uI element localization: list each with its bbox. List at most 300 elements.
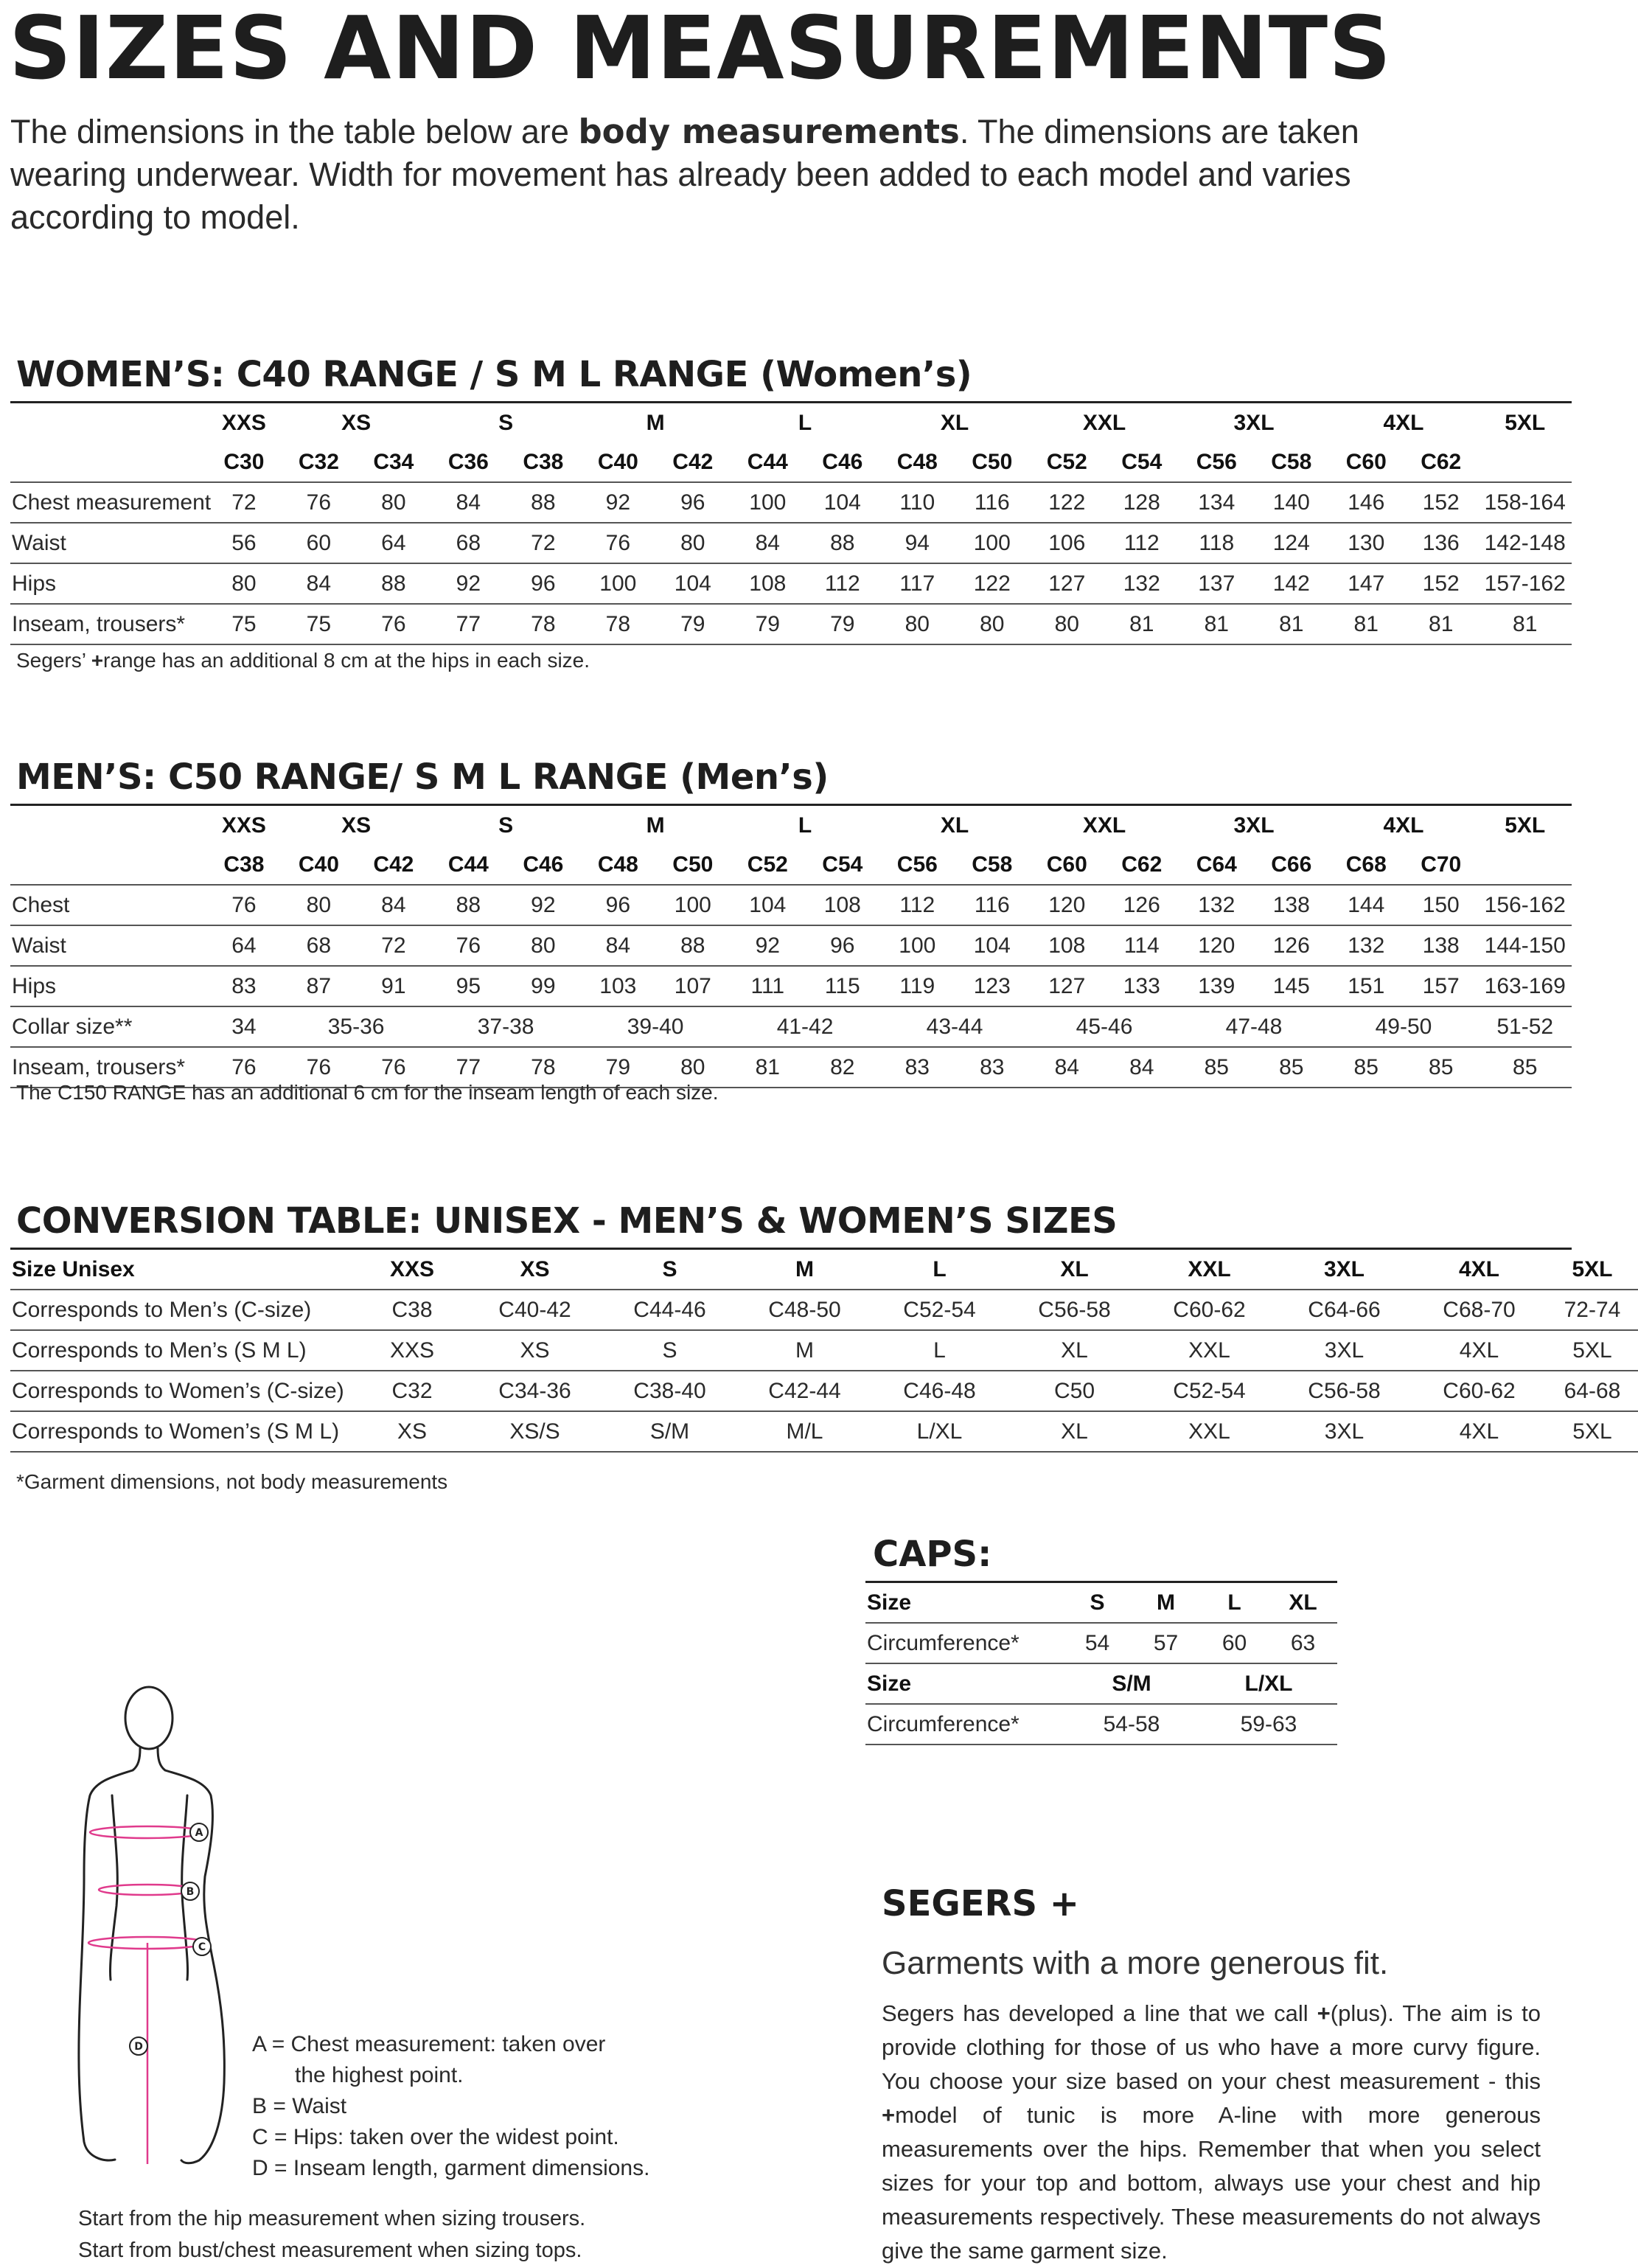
collar-value: 47-48 <box>1179 1006 1329 1047</box>
table-cell: 96 <box>581 885 655 925</box>
row-label: Chest measurement <box>10 482 206 523</box>
table-cell: C40-42 <box>467 1290 602 1330</box>
table-cell: 78 <box>506 1047 581 1088</box>
table-cell: 132 <box>1104 563 1179 604</box>
caps-table <box>865 1583 1337 1745</box>
plus-symbol: + <box>91 649 104 672</box>
table-cell: C34-36 <box>467 1371 602 1411</box>
table-cell: 104 <box>655 563 730 604</box>
letter-size-header: XXS <box>221 813 266 838</box>
row-label: Collar size** <box>10 1006 206 1047</box>
table-cell: 84 <box>1104 1047 1179 1088</box>
table-cell: 94 <box>880 523 955 563</box>
table-cell: 100 <box>955 523 1029 563</box>
collar-value: 45-46 <box>1030 1006 1179 1047</box>
table-cell: 100 <box>581 563 655 604</box>
letter-size-header: S <box>498 813 514 838</box>
table-cell: 138 <box>1404 925 1478 966</box>
empty-cell <box>1478 442 1572 482</box>
table-cell: 116 <box>955 885 1029 925</box>
caps-circ-row-combined <box>865 1704 1337 1745</box>
table-cell: S <box>602 1330 737 1371</box>
empty-cell <box>10 806 206 845</box>
table-cell: 80 <box>206 563 281 604</box>
row-label: Waist <box>10 523 206 563</box>
table-cell: C50 <box>1007 1371 1142 1411</box>
table-row <box>10 1290 1638 1330</box>
table-cell: 100 <box>655 885 730 925</box>
table-cell: 110 <box>880 482 955 523</box>
table-cell: 144-150 <box>1478 925 1572 966</box>
table-cell: 150 <box>1404 885 1478 925</box>
c-size-header: C58 <box>972 852 1013 877</box>
c-size-header: C32 <box>298 449 339 474</box>
table-cell: 81 <box>1179 604 1254 644</box>
table-cell: 64-68 <box>1547 1371 1638 1411</box>
table-cell: 147 <box>1329 563 1404 604</box>
row-label: Size Unisex <box>12 1256 135 1281</box>
table-cell: 64 <box>206 925 281 966</box>
table-cell: 157 <box>1404 966 1478 1006</box>
table-cell: 126 <box>1254 925 1328 966</box>
c-size-header: C50 <box>672 852 714 877</box>
c-size-row <box>10 845 1572 885</box>
unisex-size-header: S <box>662 1256 677 1281</box>
row-label: Corresponds to Women’s (C-size) <box>10 1371 357 1411</box>
c-size-header: C50 <box>972 449 1013 474</box>
table-cell: C46-48 <box>872 1371 1007 1411</box>
table-cell: 80 <box>955 604 1029 644</box>
table-cell: 88 <box>431 885 506 925</box>
table-row <box>10 885 1572 925</box>
figure-left-arm-line <box>110 1795 117 1980</box>
chest-measure-line <box>90 1826 205 1838</box>
table-cell: 60 <box>282 523 356 563</box>
letter-size-header: 5XL <box>1505 410 1546 435</box>
unisex-size-header: XXL <box>1188 1256 1231 1281</box>
legend-a: A = Chest measurement: taken over <box>252 2032 606 2056</box>
table-cell: 84 <box>581 925 655 966</box>
empty-cell <box>1478 845 1572 885</box>
unisex-size-header: M <box>795 1256 814 1281</box>
table-cell: 80 <box>1030 604 1104 644</box>
table-cell: 77 <box>431 604 506 644</box>
conversion-section-title: CONVERSION TABLE: UNISEX - MEN’S & WOMEN’S SIZES <box>16 1200 1118 1242</box>
caps-circ-value: 63 <box>1269 1623 1337 1663</box>
table-cell: C64-66 <box>1277 1290 1412 1330</box>
table-cell: 108 <box>731 563 805 604</box>
table-cell: 72 <box>506 523 581 563</box>
table-cell: 84 <box>731 523 805 563</box>
table-cell: 68 <box>431 523 506 563</box>
collar-value: 49-50 <box>1329 1006 1479 1047</box>
caps-size: S/M <box>1063 1663 1200 1704</box>
plus-symbol: + <box>1317 2000 1331 2026</box>
table-cell: 76 <box>431 925 506 966</box>
c-size-header: C52 <box>1046 449 1087 474</box>
collar-value: 34 <box>206 1006 281 1047</box>
caps-size: L <box>1227 1590 1241 1615</box>
table-cell: 115 <box>805 966 880 1006</box>
table-cell: 87 <box>282 966 356 1006</box>
table-cell: 3XL <box>1277 1330 1412 1371</box>
table-cell: 88 <box>356 563 431 604</box>
table-cell: 56 <box>206 523 281 563</box>
table-cell: C68-70 <box>1412 1290 1547 1330</box>
table-cell: 84 <box>282 563 356 604</box>
segers-text-3: model of tunic is more A-line with more generous measurements over the hips. Remember that when you select sizes for your top and bottom, always use your chest and hip measurements respectively. These measurements do not always give the same garment size. <box>882 2102 1541 2264</box>
table-cell: 5XL <box>1547 1330 1638 1371</box>
empty-cell <box>10 442 206 482</box>
table-cell: 80 <box>356 482 431 523</box>
c-size-header: C52 <box>747 852 788 877</box>
table-cell: 140 <box>1254 482 1328 523</box>
womens-note-end: range has an additional 8 cm at the hips in each size. <box>103 649 590 672</box>
table-cell: 78 <box>506 604 581 644</box>
table-cell: C60-62 <box>1412 1371 1547 1411</box>
row-label: Chest <box>10 885 206 925</box>
mens-note: The C150 RANGE has an additional 6 cm for the inseam length of each size. <box>16 1081 719 1104</box>
empty-cell <box>10 403 206 442</box>
mens-section-title: MEN’S: C50 RANGE/ S M L RANGE (Men’s) <box>16 756 829 798</box>
table-cell: 126 <box>1104 885 1179 925</box>
table-cell: XL <box>1007 1411 1142 1452</box>
row-label: Hips <box>10 966 206 1006</box>
c-size-header: C40 <box>597 449 638 474</box>
table-cell: 107 <box>655 966 730 1006</box>
letter-size-header: XXL <box>1082 410 1126 435</box>
row-label: Waist <box>10 925 206 966</box>
table-cell: C38-40 <box>602 1371 737 1411</box>
caps-size-row <box>865 1583 1337 1623</box>
letter-size-header: S <box>498 410 514 435</box>
intro-text-start: The dimensions in the table below are <box>10 113 579 150</box>
table-cell: 95 <box>431 966 506 1006</box>
table-cell: C38 <box>357 1290 467 1330</box>
table-cell: 83 <box>955 1047 1029 1088</box>
letter-size-header: 3XL <box>1233 813 1275 838</box>
table-cell: 96 <box>805 925 880 966</box>
c-size-header: C38 <box>523 449 564 474</box>
table-cell: 4XL <box>1412 1411 1547 1452</box>
c-size-header: C42 <box>373 852 414 877</box>
letter-size-header: 3XL <box>1233 410 1275 435</box>
table-cell: 92 <box>431 563 506 604</box>
table-cell: 81 <box>731 1047 805 1088</box>
table-cell: 91 <box>356 966 431 1006</box>
caps-size-row-combined <box>865 1663 1337 1704</box>
intro-bold-text: body measurements <box>578 112 960 151</box>
table-cell: 79 <box>805 604 880 644</box>
table-cell: 137 <box>1179 563 1254 604</box>
table-cell: 108 <box>805 885 880 925</box>
segers-plus-body <box>882 1997 1541 2268</box>
letter-size-header: XS <box>341 813 372 838</box>
table-cell: 128 <box>1104 482 1179 523</box>
table-cell: 104 <box>805 482 880 523</box>
table-cell: 81 <box>1329 604 1404 644</box>
row-label: Inseam, trousers* <box>10 1047 206 1088</box>
table-cell: 99 <box>506 966 581 1006</box>
unisex-size-header: 3XL <box>1323 1256 1365 1281</box>
table-cell: 88 <box>655 925 730 966</box>
caps-circ-label: Circumference* <box>865 1704 1063 1745</box>
collar-value: 37-38 <box>431 1006 581 1047</box>
c-size-header: C46 <box>523 852 564 877</box>
collar-value: 41-42 <box>731 1006 880 1047</box>
legend-c: C = Hips: taken over the widest point. <box>252 2125 619 2149</box>
plus-symbol: + <box>882 2102 896 2128</box>
table-cell: C56-58 <box>1007 1290 1142 1330</box>
segers-text-2: (plus). The aim is to provide clothing for those of us who have a more curvy figure. You choose your size based on your chest measurement - this <box>882 2000 1541 2094</box>
table-cell: 84 <box>356 885 431 925</box>
table-cell: 92 <box>581 482 655 523</box>
table-cell: 85 <box>1179 1047 1254 1088</box>
table-cell: 72 <box>206 482 281 523</box>
figure-right-outline <box>158 1748 224 2163</box>
table-cell: 80 <box>282 885 356 925</box>
table-cell: 142-148 <box>1478 523 1572 563</box>
table-cell: 130 <box>1329 523 1404 563</box>
table-cell: 76 <box>206 1047 281 1088</box>
caps-circ-value: 59-63 <box>1200 1704 1337 1745</box>
conversion-header-row <box>10 1250 1638 1290</box>
womens-size-table <box>10 403 1572 645</box>
table-cell: 92 <box>731 925 805 966</box>
table-cell: 3XL <box>1277 1411 1412 1452</box>
marker-b-label: B <box>186 1886 195 1898</box>
table-cell: 139 <box>1179 966 1254 1006</box>
letter-size-header: XL <box>940 813 969 838</box>
table-row <box>10 1411 1638 1452</box>
caps-circ-value: 60 <box>1200 1623 1269 1663</box>
table-cell: 85 <box>1478 1047 1572 1088</box>
table-cell: C52-54 <box>872 1290 1007 1330</box>
table-cell: 106 <box>1030 523 1104 563</box>
table-cell: 163-169 <box>1478 966 1572 1006</box>
table-cell: 76 <box>581 523 655 563</box>
table-cell: 76 <box>282 482 356 523</box>
table-cell: 5XL <box>1547 1411 1638 1452</box>
unisex-size-header: XS <box>520 1256 550 1281</box>
table-cell: 156-162 <box>1478 885 1572 925</box>
table-cell: XXS <box>357 1330 467 1371</box>
table-cell: 78 <box>581 604 655 644</box>
table-cell: 111 <box>731 966 805 1006</box>
table-cell: 116 <box>955 482 1029 523</box>
table-cell: 117 <box>880 563 955 604</box>
table-cell: 103 <box>581 966 655 1006</box>
caps-size: M <box>1157 1590 1175 1615</box>
letter-size-header: XXL <box>1082 813 1126 838</box>
table-cell: 76 <box>206 885 281 925</box>
caps-size-label: Size <box>865 1663 1063 1704</box>
table-cell: 119 <box>880 966 955 1006</box>
table-cell: 80 <box>655 523 730 563</box>
caps-size: S <box>1090 1590 1105 1615</box>
segers-text-1: Segers has developed a line that we call <box>882 2000 1317 2026</box>
conversion-footnote: *Garment dimensions, not body measurements <box>16 1470 448 1493</box>
tip-tops: Start from bust/chest measurement when sizing tops. <box>78 2239 582 2262</box>
letter-size-header: L <box>798 410 812 435</box>
conversion-table <box>10 1250 1638 1453</box>
table-cell: 151 <box>1329 966 1404 1006</box>
table-cell: C48-50 <box>737 1290 872 1330</box>
caps-circ-label: Circumference* <box>865 1623 1063 1663</box>
letter-size-header: XXS <box>221 410 266 435</box>
letter-size-header: 4XL <box>1383 813 1424 838</box>
table-cell: 144 <box>1329 885 1404 925</box>
table-cell: C52-54 <box>1142 1371 1277 1411</box>
c-size-header: C62 <box>1121 852 1163 877</box>
table-row <box>10 482 1572 523</box>
c-size-header: C54 <box>1121 449 1163 474</box>
table-cell: 146 <box>1329 482 1404 523</box>
caps-circ-row <box>865 1623 1337 1663</box>
collar-row <box>10 1006 1572 1047</box>
c-size-header: C44 <box>447 852 489 877</box>
table-cell: 127 <box>1030 563 1104 604</box>
letter-size-header: L <box>798 813 812 838</box>
table-cell: 84 <box>431 482 506 523</box>
marker-a-label: A <box>195 1827 203 1839</box>
segers-plus-title: SEGERS + <box>882 1883 1080 1924</box>
table-cell: 68 <box>282 925 356 966</box>
c-size-header: C30 <box>223 449 265 474</box>
table-cell: 81 <box>1254 604 1328 644</box>
table-cell: 112 <box>805 563 880 604</box>
table-cell: XS <box>357 1411 467 1452</box>
unisex-size-header: XL <box>1060 1256 1089 1281</box>
table-cell: 72 <box>356 925 431 966</box>
table-cell: 152 <box>1404 482 1478 523</box>
table-cell: 76 <box>282 1047 356 1088</box>
legend-a-cont: the highest point. <box>295 2063 464 2087</box>
caps-size: L/XL <box>1200 1663 1337 1704</box>
segers-plus-subtitle: Garments with a more generous fit. <box>882 1945 1389 1981</box>
table-cell: 142 <box>1254 563 1328 604</box>
table-cell: 85 <box>1404 1047 1478 1088</box>
table-cell: 77 <box>431 1047 506 1088</box>
table-cell: 108 <box>1030 925 1104 966</box>
table-cell: 80 <box>880 604 955 644</box>
collar-value: 51-52 <box>1478 1006 1572 1047</box>
legend-b: B = Waist <box>252 2094 347 2118</box>
table-cell: 132 <box>1179 885 1254 925</box>
letter-size-row <box>10 806 1572 845</box>
body-figure-illustration <box>74 1685 265 2171</box>
table-cell: 118 <box>1179 523 1254 563</box>
table-cell: 132 <box>1329 925 1404 966</box>
empty-cell <box>10 845 206 885</box>
figure-head <box>125 1687 172 1749</box>
c-size-header: C56 <box>1196 449 1237 474</box>
table-row <box>10 1330 1638 1371</box>
table-cell: 76 <box>356 1047 431 1088</box>
table-cell: M/L <box>737 1411 872 1452</box>
table-cell: C56-58 <box>1277 1371 1412 1411</box>
table-cell: 158-164 <box>1478 482 1572 523</box>
table-cell: 120 <box>1179 925 1254 966</box>
c-size-header: C46 <box>822 449 863 474</box>
table-row <box>10 966 1572 1006</box>
table-cell: 138 <box>1254 885 1328 925</box>
marker-c-label: C <box>198 1941 206 1953</box>
table-cell: 83 <box>206 966 281 1006</box>
c-size-row <box>10 442 1572 482</box>
c-size-header: C42 <box>672 449 714 474</box>
unisex-size-header: L <box>933 1256 947 1281</box>
table-cell: 79 <box>655 604 730 644</box>
sizing-tips <box>78 2203 742 2267</box>
unisex-size-header: 4XL <box>1458 1256 1500 1281</box>
table-cell: S/M <box>602 1411 737 1452</box>
unisex-size-header: 5XL <box>1572 1256 1613 1281</box>
table-cell: 83 <box>880 1047 955 1088</box>
table-cell: 122 <box>1030 482 1104 523</box>
c-size-header: C62 <box>1421 449 1462 474</box>
c-size-header: C36 <box>447 449 489 474</box>
womens-note-start: Segers’ <box>16 649 91 672</box>
table-cell: L <box>872 1330 1007 1371</box>
table-cell: 122 <box>955 563 1029 604</box>
table-cell: 88 <box>805 523 880 563</box>
legend-d: D = Inseam length, garment dimensions. <box>252 2156 650 2180</box>
row-label: Corresponds to Women’s (S M L) <box>10 1411 357 1452</box>
table-cell: 152 <box>1404 563 1478 604</box>
table-row <box>10 925 1572 966</box>
c-size-header: C64 <box>1196 852 1237 877</box>
table-cell: 112 <box>880 885 955 925</box>
page-title: SIZES AND MEASUREMENTS <box>9 0 1393 99</box>
table-cell: XXL <box>1142 1411 1277 1452</box>
table-cell: 85 <box>1254 1047 1328 1088</box>
c-size-header: C40 <box>298 852 339 877</box>
table-cell: 75 <box>206 604 281 644</box>
table-row <box>10 563 1572 604</box>
table-cell: 124 <box>1254 523 1328 563</box>
c-size-header: C44 <box>747 449 788 474</box>
table-cell: 112 <box>1104 523 1179 563</box>
letter-size-header: XS <box>341 410 372 435</box>
row-label: Hips <box>10 563 206 604</box>
table-cell: 64 <box>356 523 431 563</box>
letter-size-header: XL <box>940 410 969 435</box>
table-cell: C60-62 <box>1142 1290 1277 1330</box>
tip-trousers: Start from the hip measurement when sizing trousers. <box>78 2207 586 2230</box>
unisex-size-header: XXS <box>389 1256 435 1281</box>
caps-size: XL <box>1289 1590 1317 1615</box>
table-cell: 75 <box>282 604 356 644</box>
collar-value: 35-36 <box>282 1006 431 1047</box>
table-cell: 84 <box>1030 1047 1104 1088</box>
c-size-header: C34 <box>373 449 414 474</box>
table-cell: 80 <box>655 1047 730 1088</box>
table-cell: 157-162 <box>1478 563 1572 604</box>
table-cell: C32 <box>357 1371 467 1411</box>
intro-text-end: . The dimensions are taken wearing underwear. Width for movement has already been added to each model and varies according to model. <box>10 113 1359 236</box>
table-cell: 127 <box>1030 966 1104 1006</box>
c-size-header: C68 <box>1345 852 1387 877</box>
collar-value: 43-44 <box>880 1006 1030 1047</box>
table-cell: 145 <box>1254 966 1328 1006</box>
row-label: Inseam, trousers* <box>10 604 206 644</box>
table-cell: 82 <box>805 1047 880 1088</box>
letter-size-header: M <box>646 813 665 838</box>
table-cell: 4XL <box>1412 1330 1547 1371</box>
row-label: Corresponds to Men’s (C-size) <box>10 1290 357 1330</box>
table-cell: M <box>737 1330 872 1371</box>
